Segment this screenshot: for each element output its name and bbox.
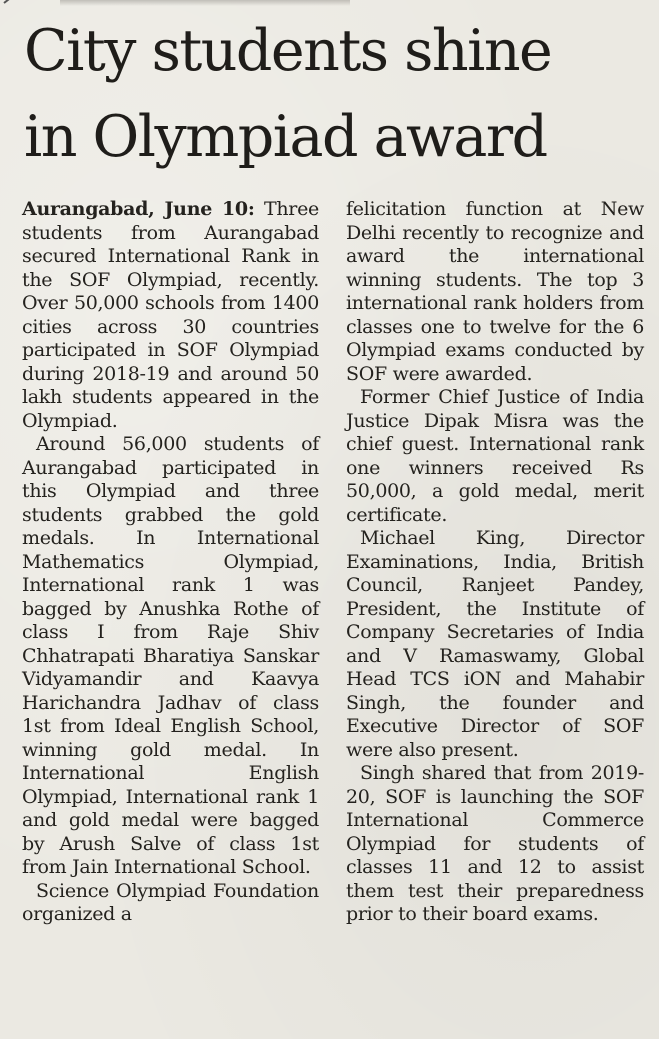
- headline: [24, 8, 644, 180]
- article-column-right: [346, 198, 644, 927]
- article-column-left: [22, 198, 319, 927]
- paragraph-4: Former Chief Justice of India Justice Dipak Misra was the chief guest. International rank one winners received Rs 50,000, a gold medal, merit certificate.: [346, 386, 644, 526]
- paragraph-1-text: Three students from Aurangabad secured International Rank in the SOF Olympiad, recently. Over 50,000 schools from 1400 cities across 30 countries participated in SOF Olympiad during 2018-19 and around 50 lakh students appeared in the Olympiad.: [22, 198, 319, 432]
- headline-line-2: in Olympiad award: [24, 104, 547, 170]
- headline-line-1: City students shine: [24, 18, 552, 84]
- paragraph-3-continued: felicitation function at New Delhi recently to recognize and award the international winning students. The top 3 international rank holders from classes one to twelve for the 6 Olympiad exams conducted by SOF were awarded.: [346, 198, 644, 385]
- print-bleed-mark: [60, 0, 350, 6]
- paragraph-3-start: Science Olympiad Foundation organized a: [22, 879, 319, 925]
- dateline: Aurangabad, June 10:: [22, 198, 255, 220]
- paragraph-2: Around 56,000 students of Aurangabad participated in this Olympiad and three students grabbed the gold medals. In International Mathematics Olympiad, International rank 1 was bagged by Anushka Rothe of class I from Raje Shiv Chhatrapati Bharatiya Sanskar Vidyamandir and Kaavya Harichandra Jadhav of class 1st from Ideal English School, winning gold medal. In International English Olympiad, International rank 1 and gold medal were bagged by Arush Salve of class 1st from Jain International School.: [22, 433, 319, 878]
- paragraph-5: Michael King, Director Examinations, India, British Council, Ranjeet Pandey, President, the Institute of Company Secretaries of India and V Ramaswamy, Global Head TCS iON and Mahabir Singh, the founder and Executive Director of SOF were also present.: [346, 527, 644, 761]
- paragraph-6: Singh shared that from 2019-20, SOF is launching the SOF International Commerce Olympiad for students of classes 11 and 12 to assist them test their preparedness prior to their board exams.: [346, 762, 644, 925]
- paragraph-1: [22, 198, 319, 433]
- corner-scratch-mark: [3, 0, 22, 4]
